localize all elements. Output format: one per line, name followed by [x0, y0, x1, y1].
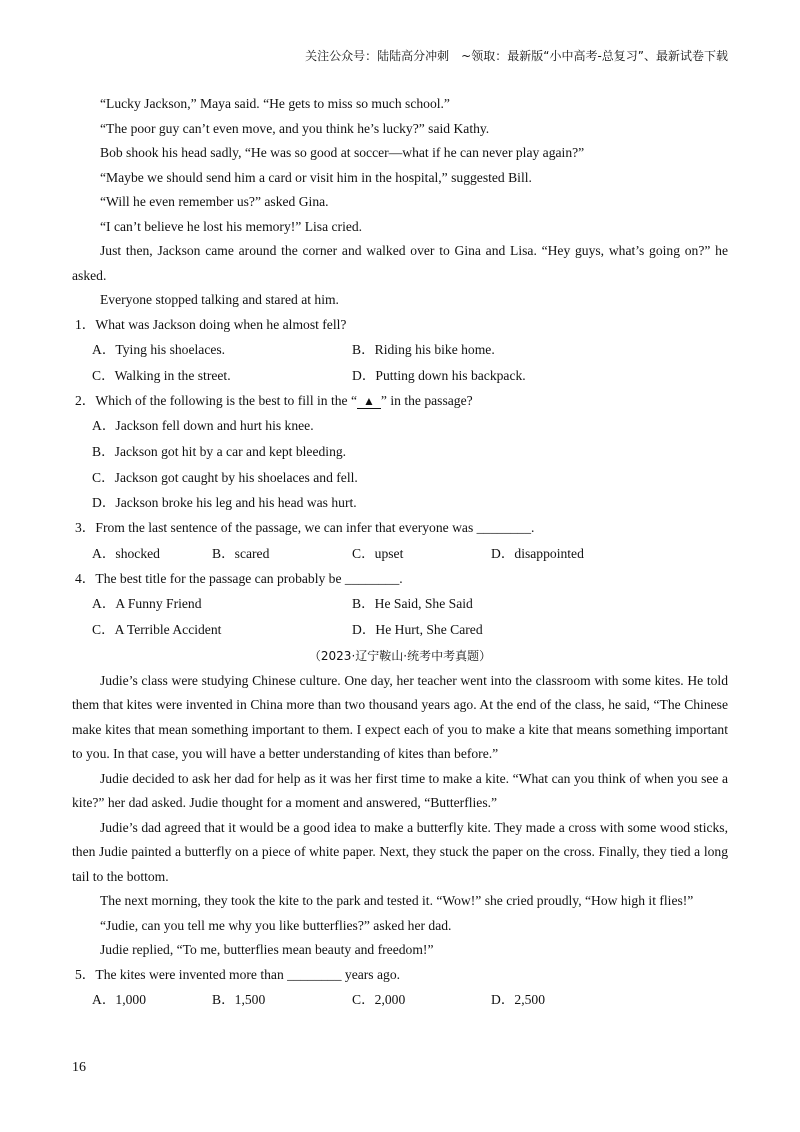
paragraph: Bob shook his head sadly, “He was so good at soccer—what if he can never play again?”	[100, 145, 585, 160]
question-5-options	[92, 987, 728, 1013]
question-2-option-d	[92, 490, 728, 516]
page-content	[72, 92, 728, 1013]
paragraph: Everyone stopped talking and stared at him.	[100, 292, 339, 307]
source-label: （2023·辽宁鞍山·统考中考真题）	[308, 648, 492, 663]
paragraph: Judie’s dad agreed that it would be a good idea to make a butterfly kite. They made a cross with some wood sticks, then Judie painted a butterfly on a piece of white paper. Next, they stuck the paper on the cross. Finally, they tied a long tail to the bottom.	[72, 819, 728, 884]
option-a: A．Tying his shoelaces.	[92, 342, 226, 357]
option-d: D．Putting down his backpack.	[352, 367, 526, 383]
option-b: B．Jackson got hit by a car and kept bleeding.	[92, 443, 347, 459]
question-5-stem: 5．The kites were invented more than ________ years ago.	[75, 966, 401, 982]
question-2-option-a	[92, 413, 728, 439]
question-1-options	[92, 337, 728, 363]
option-d: D．disappointed	[491, 545, 584, 561]
paragraph: “Will he even remember us?” asked Gina.	[100, 194, 329, 209]
option-b: B．He Said, She Said	[352, 596, 473, 612]
question-2-option-c	[92, 465, 728, 491]
question-1-stem: 1．What was Jackson doing when he almost fell?	[75, 316, 347, 332]
paragraph: “I can’t believe he lost his memory!” Lisa cried.	[100, 218, 363, 234]
paragraph: “The poor guy can’t even move, and you think he’s lucky?” said Kathy.	[100, 120, 490, 136]
paragraph: “Judie, can you tell me why you like butterflies?” asked her dad.	[100, 917, 452, 933]
option-c: C．Walking in the street.	[92, 367, 231, 383]
paragraph: “Maybe we should send him a card or visit him in the hospital,” suggested Bill.	[100, 169, 532, 185]
question-2-stem-before: 2．Which of the following is the best to fill in the “	[75, 392, 358, 408]
paragraph: Just then, Jackson came around the corner and walked over to Gina and Lisa. “Hey guys, what’s going on?” he asked.	[72, 243, 728, 283]
question-4-options	[92, 617, 728, 643]
question-1-options	[92, 363, 728, 389]
blank-triangle-icon: ▲	[357, 394, 381, 409]
question-4-stem: 4．The best title for the passage can probably be ________.	[75, 570, 403, 586]
option-c: C．A Terrible Accident	[92, 621, 222, 637]
option-b: B．Riding his bike home.	[352, 342, 495, 357]
paragraph: “Lucky Jackson,” Maya said. “He gets to miss so much school.”	[100, 96, 450, 111]
option-c: C．Jackson got caught by his shoelaces and fell.	[92, 469, 358, 485]
paragraph: Judie decided to ask her dad for help as it was her first time to make a kite. “What can you think of when you see a kite?” her dad asked. Judie thought for a moment and answered, “Butterflies.”	[72, 770, 728, 811]
option-d: D．Jackson broke his leg and his head was hurt.	[92, 495, 357, 511]
option-d: D．He Hurt, She Cared	[352, 621, 483, 637]
paragraph: The next morning, they took the kite to the park and tested it. “Wow!” she cried proudly, “How high it flies!”	[100, 893, 694, 909]
option-a: A．A Funny Friend	[92, 596, 202, 612]
question-3-stem: 3．From the last sentence of the passage, we can infer that everyone was ________.	[75, 520, 535, 536]
option-a: A．shocked	[92, 545, 160, 561]
option-a: A．Jackson fell down and hurt his knee.	[92, 418, 314, 434]
question-2-option-b	[92, 439, 728, 465]
question-2-stem	[75, 389, 728, 414]
paragraph: Judie’s class were studying Chinese culture. One day, her teacher went into the classroom with some kites. He told them that kites were invented in China more than two thousand years ago. At the end of the class, he said, “The Chinese make kites that mean something important to them. I expect each of you to make a kite that means something important to you. In that case, you will have a better understanding of kites than before.”	[72, 672, 728, 762]
question-3-options	[92, 541, 728, 567]
page-number: 16	[72, 1060, 86, 1075]
option-b: B．1,500	[212, 992, 266, 1008]
option-c: C．2,000	[352, 992, 406, 1008]
page-header: 关注公众号：陆陆高分冲刺 ~领取：最新版“小中高考-总复习”、最新试卷下载	[305, 49, 728, 63]
option-a: A．1,000	[92, 992, 146, 1008]
option-b: B．scared	[212, 545, 270, 561]
paragraph: Judie replied, “To me, butterflies mean beauty and freedom!”	[100, 942, 434, 958]
option-d: D．2,500	[491, 992, 545, 1008]
question-4-options	[92, 591, 728, 617]
question-2-stem-after: ” in the passage?	[380, 392, 473, 408]
option-c: C．upset	[352, 545, 404, 561]
